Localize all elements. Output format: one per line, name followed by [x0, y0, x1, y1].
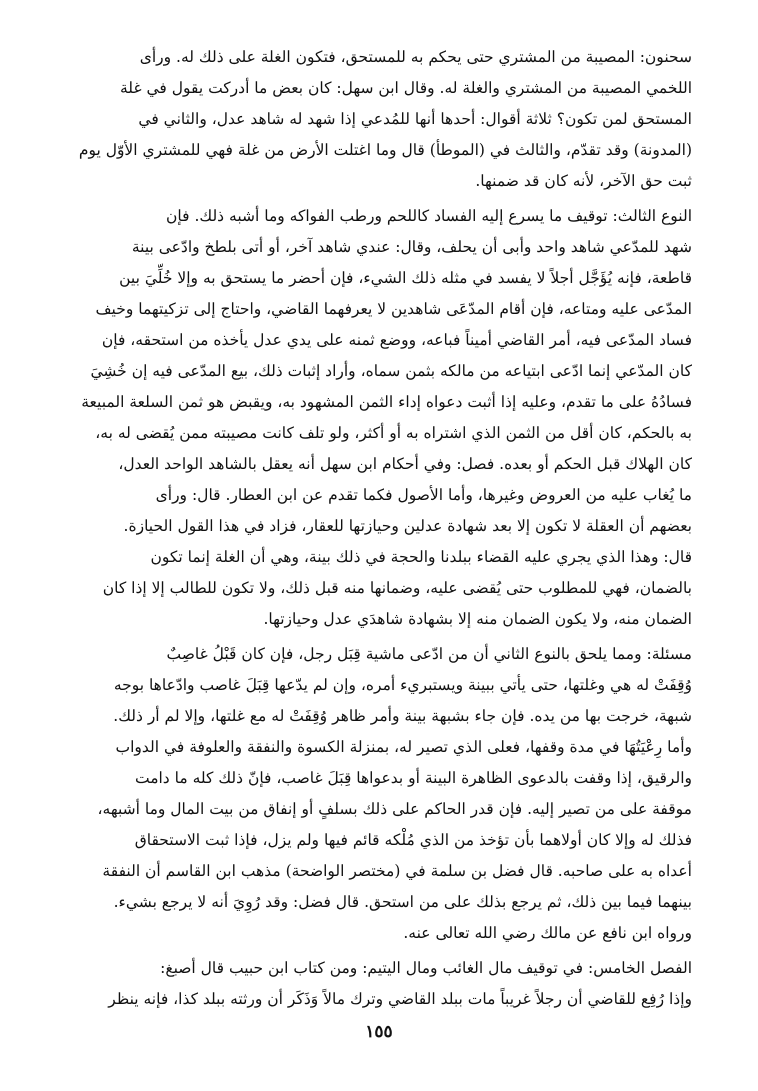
text-line: موقفة على من تصير إليه. فإن قدر الحاكم على ذلك بسلفٍ أو إنفاق من بيت المال وما أشبهه، [97, 800, 692, 818]
text-line: وُقِفَتْ له هي وغلتها، حتى يأتي ببينة ويستبريء أمره، وإن لم يدّعها قِبَلَ غاصب وادّعاها بوجه [113, 676, 692, 694]
text-line: بعضهم أن العقلة لا تكون إلا بعد شهادة عدلين وحيازتها للعقار، فزاد في هذا القول الحيازة. [123, 517, 692, 535]
paragraph-3 [60, 639, 692, 949]
text-line: المستحق لمن تكون؟ ثلاثة أقوال: أحدها أنها للمُدعي إذا شهد له شاهد عدل، والثاني في [138, 110, 692, 128]
text-line: المدّعى عليه ومتاعه، فإن أقام المدّعَى شاهدين لا يعرفهما القاضي، واحتاج إلى تزكيتهما وخيف [95, 300, 692, 318]
text-line: (المدونة) وقد تقدّم، والثالث في (الموطأ) قال وما اغتلت الأرض من غلة فهي للمشتري الأوّل يوم [78, 141, 692, 159]
text-line: مسئلة: ومما يلحق بالنوع الثاني أن من ادّعى ماشية قِبَل رجل، فإن كان قَبْلُ غاصِبٌ [166, 645, 692, 663]
text-line: بينهما فيما بين ذلك، ثم يرجع بذلك على من استحق. قال فضل: وقد رُوِيَ أنه لا يرجع بشيء. [113, 893, 692, 911]
text-line: شهد للمدّعي شاهد واحد وأبى أن يحلف، وقال: عندي شاهد آخر، أو أتى بلطخ وادّعى بينة [131, 238, 692, 256]
text-line: شبهة، خرجت بها من يده. فإن جاء بشبهة بينة وأمر ظاهر وُقِفَتْ له مع غلتها، وإلا لم أر ذلك. [113, 707, 692, 725]
text-line: كان الهلاك قبل الحكم أو بعده. فصل: وفي أحكام ابن سهل أنه يعقل بالشاهد الواحد العدل، [118, 455, 692, 473]
page-number: ١٥٥ [365, 1022, 393, 1042]
text-line: بالضمان، فهي للمطلوب حتى يُقضى عليه، وضمانها منه قبل ذلك، ولا تكون للطالب إلا إذا كان [102, 579, 692, 597]
page-body [60, 42, 692, 1015]
text-line: فساد المدّعى فيه، أمر القاضي أميناً فباعه، ووضع ثمنه على يدي عدل يأخذه من استحقه، فإن [101, 331, 692, 349]
paragraph-2 [60, 201, 692, 635]
paragraph-4 [60, 953, 692, 1015]
text-line: ما يُغاب عليه من العروض وغيرها، وأما الأصول فكما تقدم عن ابن العطار. قال: ورأى [155, 486, 692, 504]
text-line: ورواه ابن نافع عن مالك رضي الله تعالى عنه. [403, 924, 692, 942]
text-line: ثبت حق الآخر، لأنه كان قد ضمنها. [475, 172, 692, 190]
text-line: وإذا رُفِع للقاضي أن رجلاً غريباً مات ببلد القاضي وترك مالاً وَذَكَر أن ورثته ببلد كذا، فإنه ينظر [108, 990, 692, 1008]
text-line: الضمان منه، ولا يكون الضمان منه إلا بشهادة شاهدَي عدل وحيازتها. [263, 610, 692, 628]
text-line: كان المدّعي إنما ادّعى ابتياعه من مالكه بثمن سماه، وأراد إثبات ذلك، بيع المدّعى فيه إن خُشِيَ [90, 362, 692, 380]
text-line: قال: وهذا الذي يجري عليه القضاء ببلدنا والحجة في ذلك بينة، وهي أن الغلة إنما تكون [150, 548, 692, 566]
text-line: به بالحكم، كان أقل من الثمن الذي اشتراه به أو أكثر، ولو تلف كانت مصيبته ممن يُقضى له به، [95, 424, 692, 442]
text-line: فذلك له وإلا كان أولاهما بأن تؤخذ من الذي مُلْكه قائم فيها ولم يزل، فإذا ثبت الاستحقاق [134, 831, 692, 849]
text-line: فسادُهُ على ما تقدم، وعليه إذا أثبت دعواه إداء الثمن المشهود به، ويقبض هو ثمن السلعة المبيعة [81, 393, 692, 411]
paragraph-1 [60, 42, 692, 197]
text-line: اللخمي المصيبة من المشتري والغلة له. وقال ابن سهل: كان بعض ما أدركت يقول في غلة [120, 79, 692, 97]
text-line: وأما رِعْيَتُهَا في مدة وقفها، فعلى الذي تصير له، بمنزلة الكسوة والنفقة والعلوفة في الدواب [115, 738, 692, 756]
text-line: سحنون: المصيبة من المشتري حتى يحكم به للمستحق، فتكون الغلة على ذلك له. ورأى [139, 48, 692, 66]
text-line: النوع الثالث: توقيف ما يسرع إليه الفساد كاللحم ورطب الفواكه وما أشبه ذلك. فإن [166, 207, 692, 225]
text-line: والرقيق، إذا وقفت بالدعوى الظاهرة البينة أو بدعواها قِبَلَ غاصب، فإنّ ذلك كله ما دامت [134, 769, 692, 787]
text-line: أعداه به على صاحبه. قال فضل بن سلمة في (مختصر الواضحة) مذهب ابن القاسم أن النفقة [102, 862, 692, 880]
text-line: قاطعة، فإنه يُؤَجَّل أجلاً لا يفسد في مثله ذلك الشيء، فإن أحضر ما يستحق به وإلا خُلِّيَ بين [119, 269, 692, 287]
text-line: الفصل الخامس: في توقيف مال الغائب ومال اليتيم: ومن كتاب ابن حبيب قال أصبغ: [160, 959, 692, 977]
